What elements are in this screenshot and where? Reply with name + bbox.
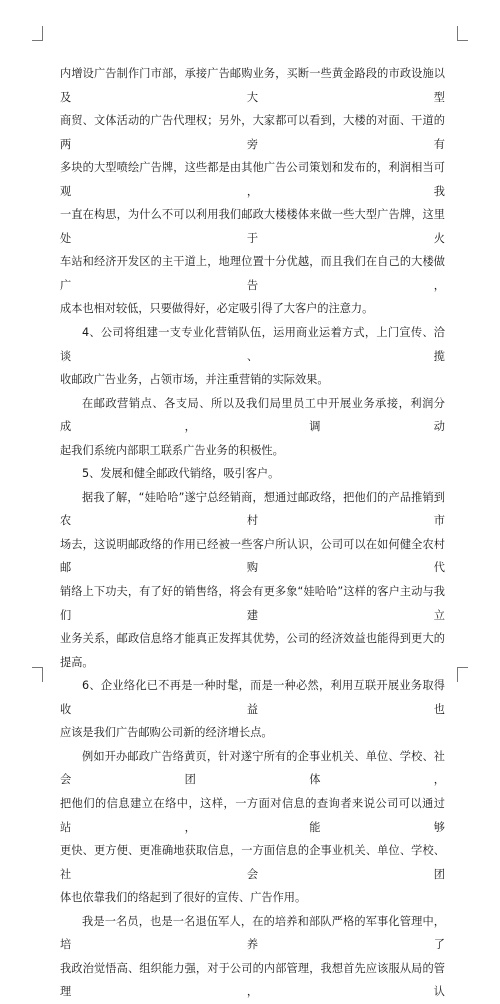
- text-line: 例如开办邮政广告络黄页，针对遂宁所有的企事业机关、单位、学校、社会团体，: [60, 749, 445, 787]
- crop-mark-bottom-left: [32, 667, 43, 682]
- text-line: 更快、更方便、更准确地获取信息，一方面信息的企事业机关、单位、学校、社会团: [60, 844, 445, 881]
- text-line: 商贸、文体活动的广告代理权；另外，大家都可以看到，大楼的对面、干道的两旁有: [60, 114, 445, 151]
- text-line: 车站和经济开发区的主干道上，地理位置十分优越，而且我们在自己的大楼做广告，: [60, 255, 445, 292]
- text-line: 应该是我们广告邮购公司新的经济增长点。: [60, 726, 273, 740]
- text-line: 销络上下功夫，有了好的销售络，将会有更多象“娃哈哈”这样的客户主动与我们建立: [60, 585, 445, 622]
- text-line: 把他们的信息建立在络中，这样，一方面对信息的查询者来说公司可以通过站，能够: [60, 796, 445, 834]
- crop-mark-top-left: [32, 26, 43, 41]
- crop-mark-bottom-right: [457, 667, 468, 682]
- text-line: 业务关系，邮政信息络才能真正发挥其优势，公司的经济效益也能得到更大的提高。: [60, 632, 445, 669]
- crop-mark-top-right: [457, 26, 468, 41]
- text-line: 体也依靠我们的络起到了很好的宣传、广告作用。: [60, 891, 307, 905]
- text-line: 多块的大型喷绘广告牌，这些都是由其他广告公司策划和发布的，利润相当可观，我: [60, 161, 445, 198]
- text-line: 场去，这说明邮政络的作用已经被一些客户所认识，公司可以在如何健全农村邮购代: [60, 537, 445, 575]
- text-line: 成本也相对较低，只要做得好，必定吸引得了大客户的注意力。: [60, 302, 374, 316]
- text-line: 内增设广告制作门市部，承接广告邮购业务，买断一些黄金路段的市政设施以及大型: [60, 67, 445, 104]
- text-line: 在邮政营销点、各支局、所以及我们局里员工中开展业务承接，利润分成，调动: [60, 396, 445, 434]
- text-line: 据我了解，“娃哈哈”遂宁总经销商，想通过邮政络，把他们的产品推销到农村市: [60, 490, 445, 528]
- document-body: [60, 62, 445, 1004]
- text-line: 我是一名员，也是一名退伍军人，在的培养和部队严格的军事化管理中，培养了: [60, 914, 445, 952]
- text-line: 5、发展和健全邮政代销络，吸引客户。: [82, 467, 280, 481]
- text-line: 一直在构思，为什么不可以利用我们邮政大楼楼体来做一些大型广告牌，这里处于火: [60, 208, 445, 245]
- text-line: 收邮政广告业务，占领市场，并注重营销的实际效果。: [60, 373, 329, 387]
- text-line: 我政治觉悟高、组织能力强，对于公司的内部管理，我想首先应该服从局的管理，认: [60, 961, 445, 999]
- text-line: 起我们系统内部职工联系广告业务的积极性。: [60, 443, 284, 457]
- text-line: 4、公司将组建一支专业化营销队伍，运用商业运着方式，上门宣传、洽谈、揽: [60, 326, 445, 363]
- text-line: 6、企业络化已不再是一种时髦，而是一种必然，利用互联开展业务取得收益也: [60, 679, 445, 716]
